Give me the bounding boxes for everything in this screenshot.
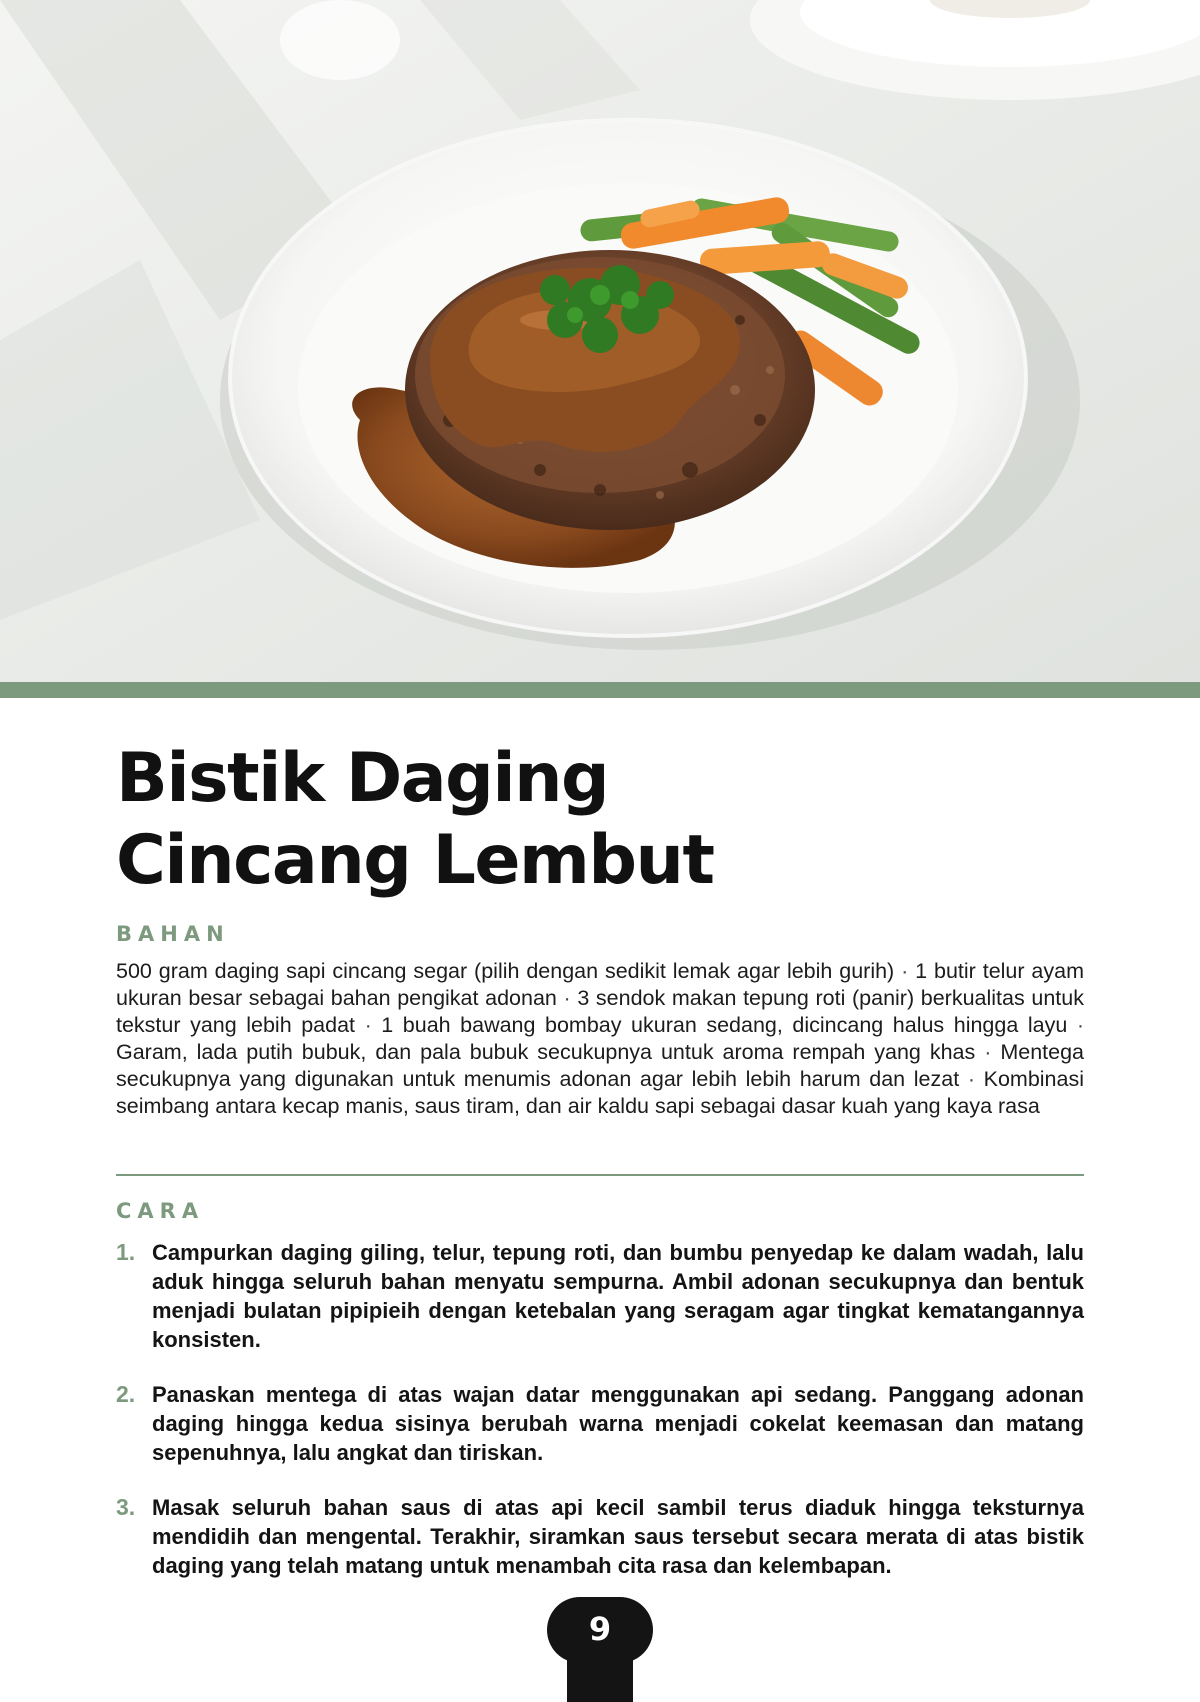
ingredient-item: 1 buah bawang bombay ukuran sedang, dicincang halus hingga layu: [381, 1013, 1068, 1037]
ingredient-separator: ·: [975, 1040, 1001, 1064]
ingredient-separator: ·: [556, 986, 578, 1010]
method-step: [116, 1238, 1084, 1354]
step-text: Campurkan daging giling, telur, tepung roti, dan bumbu penyedap ke dalam wadah, lalu aduk hingga seluruh bahan menyatu sempurna. Ambil adonan secukupnya dan bentuk menjadi bulatan pipipieih dengan ketebalan yang seragam agar tingkat kematangannya konsisten.: [152, 1240, 1084, 1352]
page-number-badge: [547, 1597, 653, 1702]
ingredient-item: 500 gram daging sapi cincang segar (pilih dengan sedikit lemak agar lebih gurih): [116, 959, 895, 983]
step-number: 1.: [116, 1239, 136, 1265]
section-divider: [116, 1174, 1084, 1176]
recipe-title: [116, 738, 1076, 902]
hero-photo: [0, 0, 1200, 682]
ingredient-separator: ·: [1067, 1013, 1085, 1037]
step-text: Masak seluruh bahan saus di atas api kecil sambil terus diaduk hingga teksturnya mendidih dan mengental. Terakhir, siramkan saus tersebut secara merata di atas bistik daging yang telah matang untuk menambah cita rasa dan kelembapan.: [152, 1495, 1084, 1578]
page-number: 9: [588, 1610, 612, 1648]
ingredient-separator: ·: [894, 959, 916, 983]
hero-accent-band: [0, 682, 1200, 698]
method-steps: [116, 1238, 1084, 1606]
method-heading: CARA: [116, 1199, 205, 1223]
food-photo-hamburg-steak-icon: [0, 0, 1200, 682]
step-text: Panaskan mentega di atas wajan datar menggunakan api sedang. Panggang adonan daging hingga kedua sisinya berubah warna menjadi cokelat keemasan dan matang sepenuhnya, lalu angkat dan tiriskan.: [152, 1382, 1084, 1465]
method-step: [116, 1493, 1084, 1580]
ingredient-separator: ·: [959, 1067, 984, 1091]
ingredient-item: Kombinasi seimbang antara kecap manis, saus tiram, dan air kaldu sapi sebagai dasar kuah yang kaya rasa: [116, 1067, 1084, 1118]
step-number: 3.: [116, 1494, 136, 1520]
ingredient-item: 1 butir telur ayam ukuran besar sebagai bahan pengikat adonan: [116, 959, 1085, 1010]
ingredient-item: 3 sendok makan tepung roti (panir) berkualitas untuk tekstur yang lebih padat: [116, 986, 1084, 1037]
step-number: 2.: [116, 1381, 136, 1407]
ingredient-item: Garam, lada putih bubuk, dan pala bubuk secukupnya untuk aroma rempah yang khas: [116, 1040, 976, 1064]
recipe-title-line-1: Bistik Daging: [116, 739, 609, 818]
ingredients-list: [116, 958, 1084, 1120]
ingredients-heading: BAHAN: [116, 922, 230, 946]
ingredient-item: Mentega secukupnya yang digunakan untuk menumis adonan agar lebih lebih harum dan lezat: [116, 1040, 1085, 1091]
recipe-title-line-2: Cincang Lembut: [116, 821, 714, 900]
ingredient-separator: ·: [355, 1013, 382, 1037]
method-step: [116, 1380, 1084, 1467]
